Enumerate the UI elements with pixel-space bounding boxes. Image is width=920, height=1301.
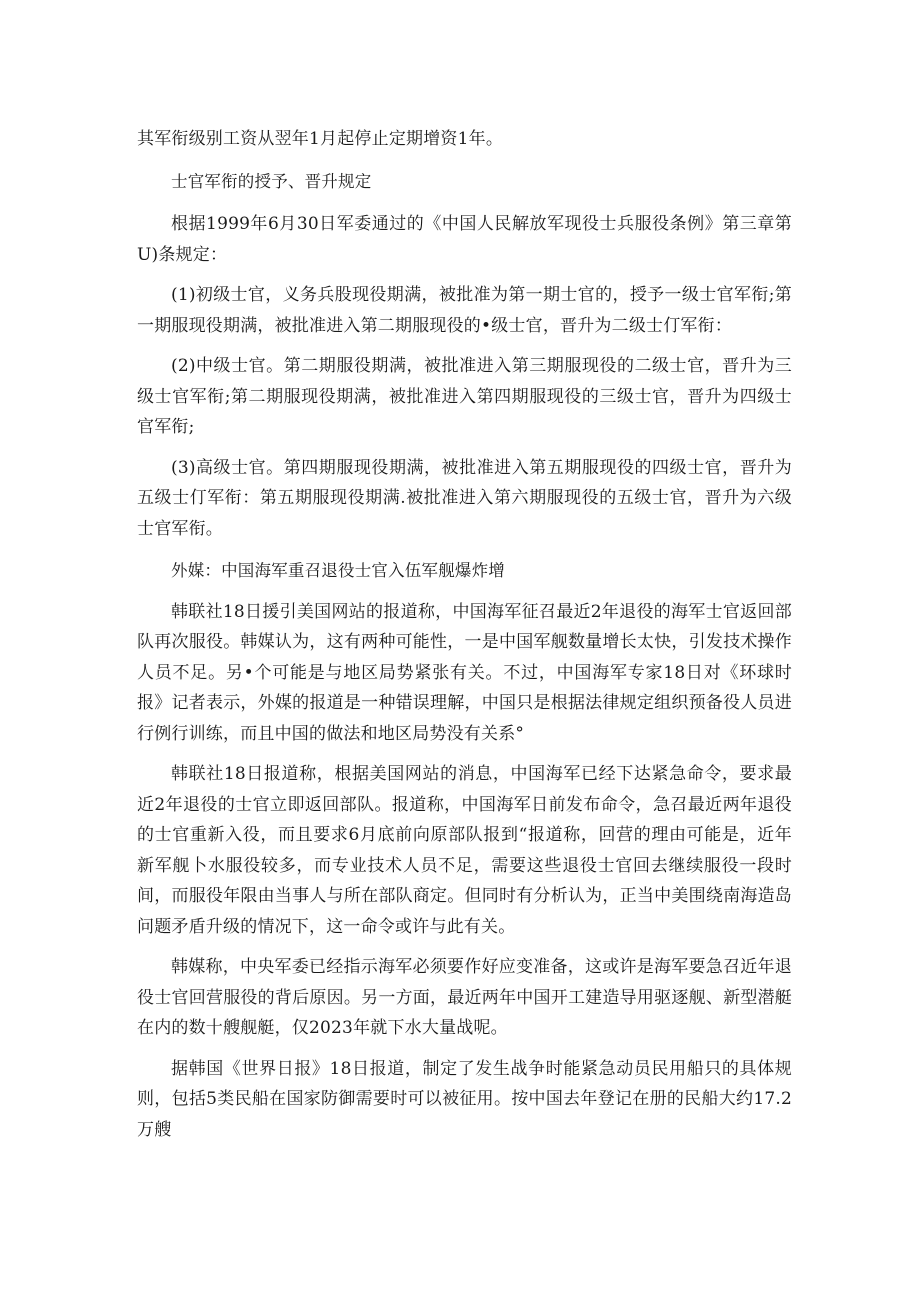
- paragraph-regulation-intro: 根据1999年6月30日军委通过的《中国人民解放军现役士兵服役条例》第三章第U)条规定：: [137, 214, 792, 265]
- paragraph-yonhap-detail: 韩联社18日报道称，根据美国网站的消息，中国海军已经下达紧急命令，要求最近2年退役的士官立即返回部队。报道称，中国海军日前发布命令，急召最近两年退役的士官重新入役，而且要求6月底前向原部队报到“报道称，回营的理由可能是，近年新军舰卜水服役较多，而专业技术人员不足，需要这些退役士官回去继续服役一段时间，而服役年限由当事人与所在部队商定。但同时有分析认为，正当中美围绕南海造岛问题矛盾升级的情况下，这一命令或许与此有关。: [137, 764, 792, 937]
- paragraph-salary-note: 其军衔级别工资从翌年1月起停止定期增资1年。: [137, 129, 504, 149]
- paragraph-korean-media-analysis: 韩媒称，中央军委已经指示海军必须要作好应变准备，这或许是海军要急召近年退役士官回营服役的背后原因。另一方面，最近两年中国开工建造导用驱逐舰、新型潜艇在内的数十艘舰艇，仅2023年就下水大量战呢。: [137, 957, 792, 1038]
- section-heading-nco-rank: 士官军衔的授予、晋升规定: [171, 171, 372, 191]
- paragraph-segye-ilbo-report: 据韩国《世界日报》18日报道，制定了发生战争时能紧急动员民用船只的具体规则，包括5类民船在国家防御需要时可以被征用。按中国去年登记在册的民船大约17.2万艘: [137, 1058, 792, 1140]
- paragraph-senior-nco: (3)高级士官。第四期服现役期满，被批准进入第五期服现役的四级士官，晋升为五级士仃军衔：第五期服现役期满.被批准进入第六期服现役的五级士官，晋升为六级士官军衔。: [137, 457, 792, 539]
- paragraph-yonhap-report: 韩联社18日援引美国网站的报道称，中国海军征召最近2年退役的海军士官返回部队再次服役。韩媒认为，这有两种可能性，一是中国军舰数量增长太快，引发技术操作人员不足。另•个可能是与地区局势紧张有关。不过，中国海军专家18日对《环球时报》记者表示，外媒的报道是一种错误理解，中国只是根据法律规定组织预备役人员进行例行训练，而且中国的做法和地区局势没有关系°: [137, 601, 792, 744]
- section-heading-foreign-media: 外媒：中国海军重召退役士官入伍军舰爆炸增: [171, 561, 505, 580]
- paragraph-intermediate-nco: (2)中级士官。第二期服役期满，被批准进入第三期服现役的二级士官，晋升为三级士官军衔;第二期服现役期满，被批准进入第四期服现役的三级士官，晋升为四级士官军衔;: [137, 356, 792, 437]
- paragraph-junior-nco: (1)初级士官，义务兵股现役期满，被批准为第一期士官的，授予一级士官军衔;第一期服现役期满，被批准进入第二期服现役的•级士官，晋升为二级士仃军衔：: [137, 285, 792, 336]
